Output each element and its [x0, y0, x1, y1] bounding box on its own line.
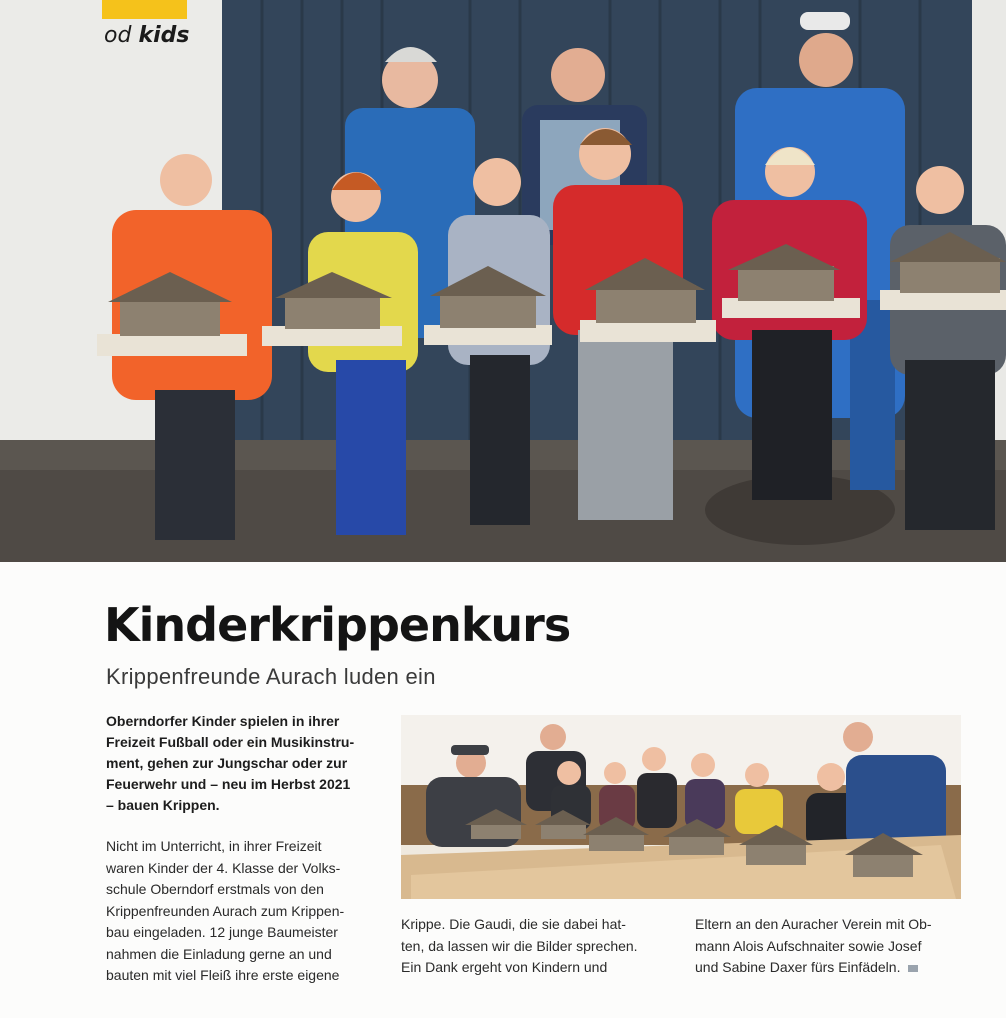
inset-workshop-photo [401, 715, 961, 899]
section-name: kids [138, 23, 190, 48]
article-subtitle: Krippenfreunde Aurach luden ein [106, 664, 436, 689]
body-column-3 [695, 914, 965, 979]
body-line: Ein Dank ergeht von Kindern und [401, 959, 608, 975]
body-line: Krippe. Die Gaudi, die sie dabei hat- [401, 916, 626, 932]
body-line: nahmen die Einladung gerne an und [106, 945, 332, 962]
lead-line: Oberndorfer Kinder spielen in ihrer [106, 713, 340, 729]
body-line-text: und Sabine Daxer fürs Einfädeln. [695, 959, 901, 975]
section-prefix: od [104, 23, 132, 48]
body-line: Nicht im Unterricht, in ihrer Freizeit [106, 838, 322, 854]
body-column-1 [106, 836, 391, 987]
body-line: bau eingeladen. 12 junge Baumeister [106, 924, 338, 940]
body-line: Eltern an den Auracher Verein mit Ob- [695, 916, 932, 932]
end-of-article-icon [908, 965, 918, 972]
lead-line: Feuerwehr und – neu im Herbst 2021 [106, 776, 351, 792]
body-line: bauten mit viel Fleiß ihre erste eigene [106, 967, 340, 983]
section-label [104, 22, 189, 50]
body-line: waren Kinder der 4. Klasse der Volks- [106, 859, 341, 876]
body-column-2 [401, 914, 691, 979]
body-line: ten, da lassen wir die Bilder sprechen. [401, 937, 638, 954]
section-accent-bar [102, 0, 187, 19]
lead-line: – bauen Krippen. [106, 797, 220, 813]
body-line: schule Oberndorf erstmals von den [106, 881, 324, 897]
body-line: mann Alois Aufschnaiter sowie Josef [695, 937, 922, 954]
article-title: Kinderkrippenkurs [104, 598, 571, 652]
lead-line: ment, gehen zur Jungschar oder zur [106, 755, 348, 771]
body-line: Krippenfreunden Aurach zum Krippen- [106, 902, 345, 919]
body-line-last [695, 957, 965, 979]
lead-line: Freizeit Fußball oder ein Musikinstru- [106, 734, 355, 750]
article-lead [106, 711, 381, 816]
